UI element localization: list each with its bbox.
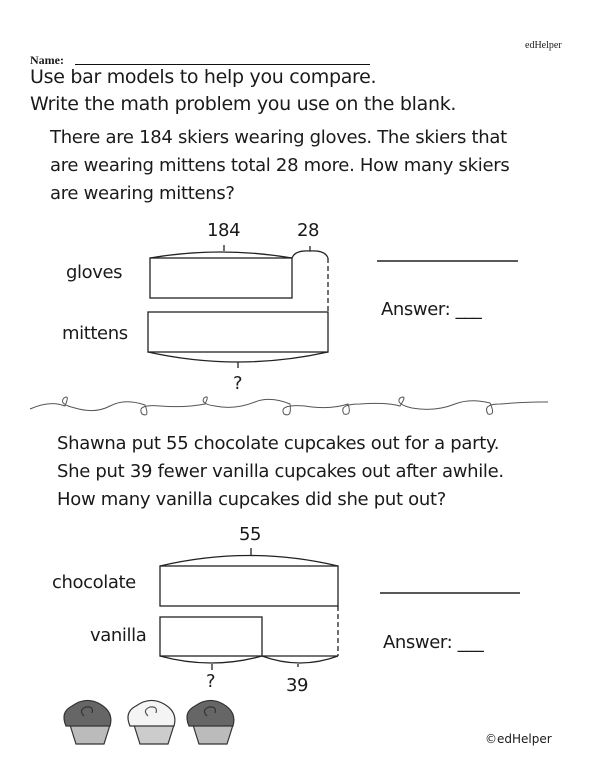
gloves-label: gloves	[66, 262, 123, 283]
problem-2-text	[57, 430, 504, 514]
value-55: 55	[239, 524, 262, 545]
brace-unknown	[148, 352, 328, 362]
problem-2-line: How many vanilla cupcakes did she put out?	[57, 489, 446, 510]
name-label: Name:	[30, 53, 64, 67]
mittens-bar	[148, 312, 328, 352]
brand-label: edHelper	[525, 40, 562, 51]
value-39: 39	[286, 675, 309, 696]
answer-field[interactable]: Answer: ___	[381, 299, 482, 320]
unknown-label: ?	[206, 671, 216, 692]
problem-1-line: are wearing mittens total 28 more. How many skiers	[50, 155, 510, 176]
problem-1-line: There are 184 skiers wearing gloves. The skiers that	[50, 127, 507, 148]
vanilla-label: vanilla	[90, 625, 147, 646]
value-28: 28	[297, 220, 320, 241]
cupcake-icons	[64, 700, 234, 744]
problem-1-line: are wearing mittens?	[50, 183, 235, 204]
chocolate-label: chocolate	[52, 572, 136, 593]
vanilla-cupcake-icon	[128, 700, 175, 744]
instruction-1: Use bar models to help you compare.	[30, 66, 377, 88]
copyright: ©edHelper	[485, 732, 552, 746]
brace-28	[292, 251, 328, 258]
chocolate-cupcake-icon	[64, 700, 111, 744]
mittens-label: mittens	[62, 323, 128, 344]
brace-39	[262, 656, 338, 663]
problem-2-line: She put 39 fewer vanilla cupcakes out after awhile.	[57, 461, 504, 482]
chocolate-bar	[160, 566, 338, 606]
instruction-2: Write the math problem you use on the blank.	[30, 93, 457, 115]
chocolate-cupcake-icon	[187, 700, 234, 744]
value-184: 184	[207, 220, 241, 241]
brace-55	[160, 556, 338, 567]
brace-184	[150, 252, 292, 258]
answer-field[interactable]: Answer: ___	[383, 632, 484, 653]
gloves-bar	[150, 258, 292, 298]
unknown-label: ?	[233, 373, 243, 394]
vanilla-bar	[160, 617, 262, 656]
problem-2-line: Shawna put 55 chocolate cupcakes out for a party.	[57, 433, 500, 454]
brace-unknown	[160, 656, 262, 663]
squiggle-divider	[30, 397, 548, 415]
